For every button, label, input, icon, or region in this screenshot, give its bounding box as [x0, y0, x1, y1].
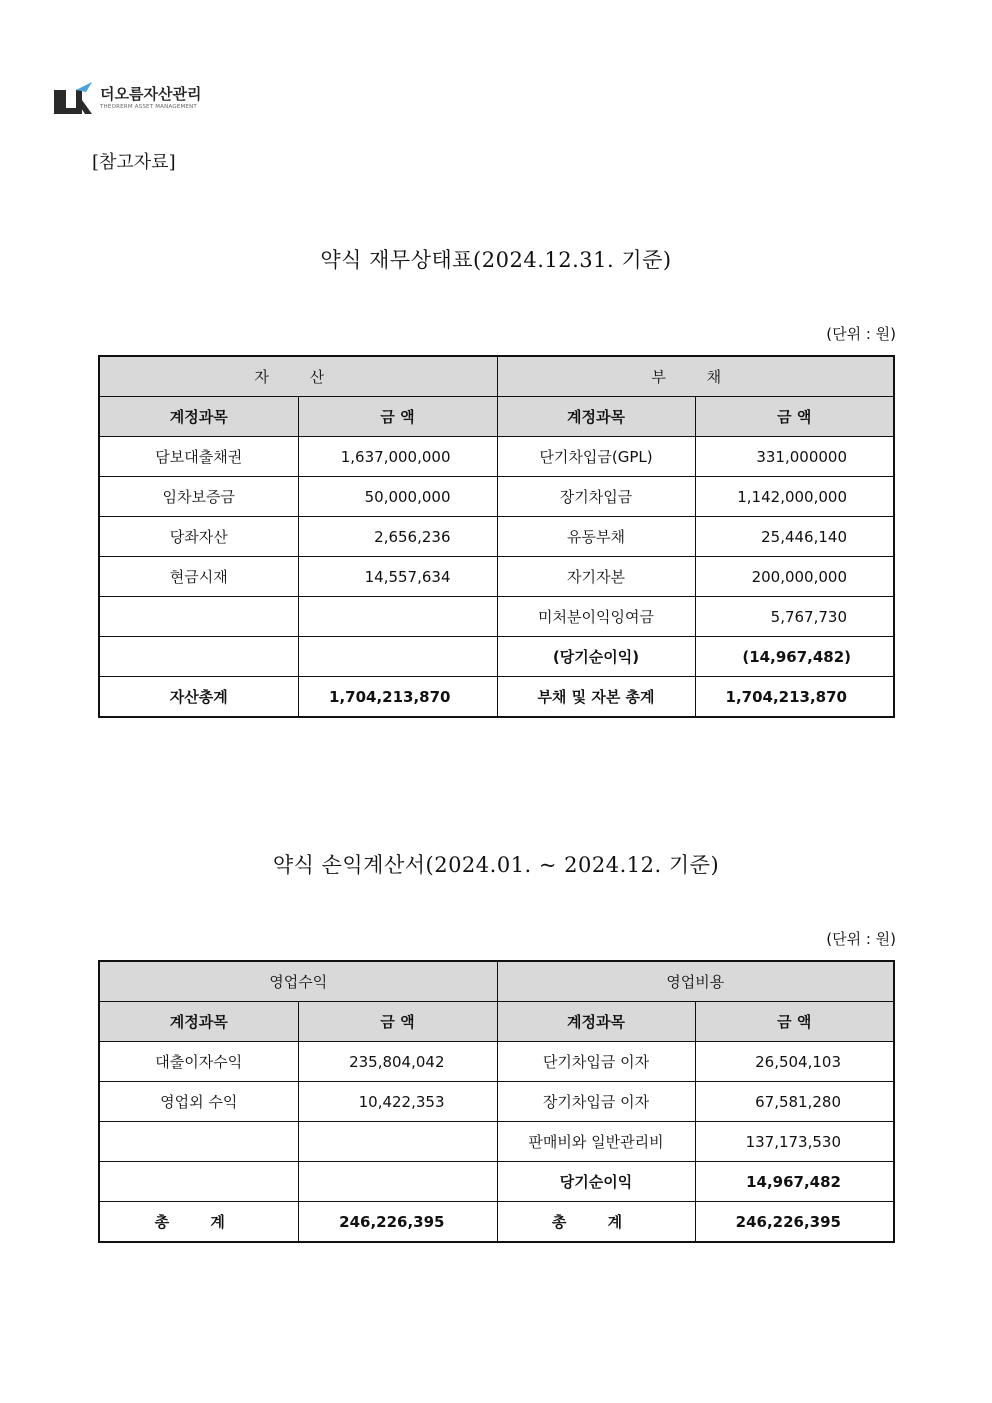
asset-amount [298, 637, 497, 677]
logo-mark-icon [52, 78, 94, 118]
assets-header: 자 산 [99, 356, 497, 397]
revenue-amount: 235,804,042 [298, 1042, 497, 1082]
liability-name: 유동부채 [497, 517, 695, 557]
asset-amount: 14,557,634 [298, 557, 497, 597]
col-amount: 금 액 [298, 397, 497, 437]
revenue-total-amount: 246,226,395 [298, 1202, 497, 1243]
revenue-amount: 10,422,353 [298, 1082, 497, 1122]
liability-amount: 1,142,000,000 [695, 477, 894, 517]
income-statement-table [98, 960, 895, 1243]
table-subheader-row [99, 397, 894, 437]
asset-total-label: 자산총계 [99, 677, 298, 718]
table-row [99, 477, 894, 517]
balance-sheet-table [98, 355, 895, 718]
col-account: 계정과목 [99, 1002, 298, 1042]
expense-header: 영업비용 [497, 961, 894, 1002]
revenue-header: 영업수익 [99, 961, 497, 1002]
liability-total-amount: 1,704,213,870 [695, 677, 894, 718]
table-subheader-row [99, 1002, 894, 1042]
table-row [99, 1162, 894, 1202]
logo-subtitle: THEORERM ASSET MANAGEMENT [100, 103, 197, 110]
expense-name: 단기차입금 이자 [497, 1042, 695, 1082]
liability-name: 단기차입금(GPL) [497, 437, 695, 477]
asset-name [99, 637, 298, 677]
table-header-row [99, 961, 894, 1002]
expense-name: 판매비와 일반관리비 [497, 1122, 695, 1162]
col-amount: 금 액 [298, 1002, 497, 1042]
table-row [99, 1082, 894, 1122]
income-statement-title: 약식 손익계산서(2024.01. ~ 2024.12. 기준) [272, 853, 720, 877]
col-amount: 금 액 [695, 397, 894, 437]
asset-name: 담보대출채권 [99, 437, 298, 477]
liability-total-label: 부채 및 자본 총계 [497, 677, 695, 718]
asset-total-amount: 1,704,213,870 [298, 677, 497, 718]
liability-amount: 200,000,000 [695, 557, 894, 597]
table-row [99, 597, 894, 637]
expense-total-amount: 246,226,395 [695, 1202, 894, 1243]
asset-name: 임차보증금 [99, 477, 298, 517]
revenue-name: 영업외 수익 [99, 1082, 298, 1122]
asset-amount: 2,656,236 [298, 517, 497, 557]
table-row [99, 517, 894, 557]
total-row [99, 1202, 894, 1243]
asset-amount: 1,637,000,000 [298, 437, 497, 477]
revenue-amount [298, 1162, 497, 1202]
asset-name: 당좌자산 [99, 517, 298, 557]
balance-sheet-title: 약식 재무상태표(2024.12.31. 기준) [320, 248, 672, 272]
asset-name: 현금시재 [99, 557, 298, 597]
revenue-name [99, 1162, 298, 1202]
table-row [99, 637, 894, 677]
logo-name: 더오름자산관리 [100, 84, 202, 103]
expense-amount: 14,967,482 [695, 1162, 894, 1202]
liability-name: (당기순이익) [497, 637, 695, 677]
reference-label: [참고자료] [92, 152, 176, 173]
revenue-amount [298, 1122, 497, 1162]
liability-amount: 331,000000 [695, 437, 894, 477]
liability-name: 자기자본 [497, 557, 695, 597]
table-row [99, 1042, 894, 1082]
asset-name [99, 597, 298, 637]
balance-unit-label: (단위 : 원) [826, 325, 896, 343]
table-row [99, 1122, 894, 1162]
revenue-total-label: 총 계 [99, 1202, 298, 1243]
liability-amount: 25,446,140 [695, 517, 894, 557]
asset-amount [298, 597, 497, 637]
revenue-name [99, 1122, 298, 1162]
col-account: 계정과목 [497, 1002, 695, 1042]
table-header-row [99, 356, 894, 397]
expense-amount: 67,581,280 [695, 1082, 894, 1122]
expense-amount: 26,504,103 [695, 1042, 894, 1082]
col-account: 계정과목 [99, 397, 298, 437]
table-row [99, 557, 894, 597]
expense-name: 장기차입금 이자 [497, 1082, 695, 1122]
liability-amount: 5,767,730 [695, 597, 894, 637]
income-unit-label: (단위 : 원) [826, 930, 896, 948]
liability-name: 미처분이익잉여금 [497, 597, 695, 637]
total-row [99, 677, 894, 718]
company-logo [52, 78, 201, 118]
table-row [99, 437, 894, 477]
expense-name: 당기순이익 [497, 1162, 695, 1202]
expense-total-label: 총 계 [497, 1202, 695, 1243]
expense-amount: 137,173,530 [695, 1122, 894, 1162]
col-account: 계정과목 [497, 397, 695, 437]
asset-amount: 50,000,000 [298, 477, 497, 517]
revenue-name: 대출이자수익 [99, 1042, 298, 1082]
liabilities-header: 부 채 [497, 356, 894, 397]
liability-amount: (14,967,482) [695, 637, 894, 677]
liability-name: 장기차입금 [497, 477, 695, 517]
col-amount: 금 액 [695, 1002, 894, 1042]
